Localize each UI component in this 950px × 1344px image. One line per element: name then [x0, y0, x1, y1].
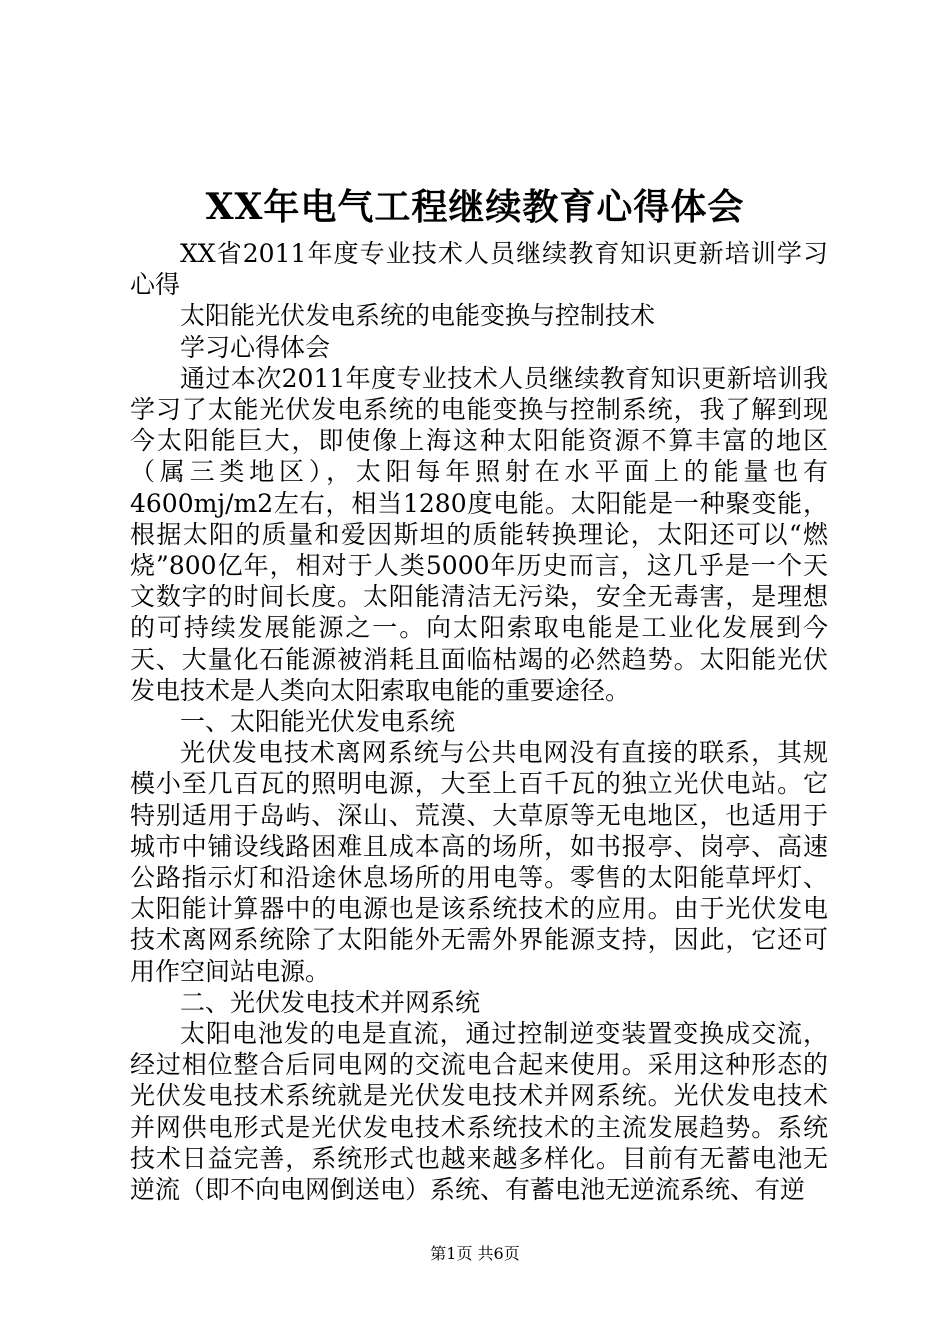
section-heading-1: 一、太阳能光伏发电系统 [180, 707, 456, 737]
paragraph-section-2: 太阳电池发的电是直流，通过控制逆变装置变换成交流，经过相位整合后同电网的交流电合起来使用。采用这种形态的光伏发电技术系统就是光伏发电技术并网系统。光伏发电技术并网供电形式是光伏发电技术系统技术的主流发展趋势。系统技术日益完善，系统形式也越来越多样化。目前有无蓄电池无逆流（即不向电网倒送电）系统、有蓄电池无逆流系统、有逆 [130, 1019, 828, 1205]
paragraph-intro: 通过本次2011年度专业技术人员继续教育知识更新培训我学习了太能光伏发电系统的电能变换与控制系统，我了解到现今太阳能巨大，即使像上海这种太阳能资源不算丰富的地区（属三类地区），太阳每年照射在水平面上的能量也有4600mj/m2左右，相当1280度电能。太阳能是一种聚变能，根据太阳的质量和爱因斯坦的质能转换理论，太阳还可以“燃烧”800亿年，相对于人类5000年历史而言，这几乎是一个天文数字的时间长度。太阳能清洁无污染，安全无毒害，是理想的可持续发展能源之一。向太阳索取电能是工业化发展到今天、大量化石能源被消耗且面临枯竭的必然趋势。太阳能光伏发电技术是人类向太阳索取电能的重要途径。 [130, 363, 828, 705]
page-number-footer: 第1页 共6页 [430, 1244, 520, 1263]
section-heading-2: 二、光伏发电技术并网系统 [180, 987, 481, 1017]
document-title: XX年电气工程继续教育心得体会 [205, 186, 745, 228]
paragraph-section-1: 光伏发电技术离网系统与公共电网没有直接的联系，其规模小至几百瓦的照明电源，大至上百千瓦的独立光伏电站。它特别适用于岛屿、深山、荒漠、大草原等无电地区，也适用于城市中铺设线路困难且成本高的场所，如书报亭、岗亭、高速公路指示灯和沿途休息场所的用电等。零售的太阳能草坪灯、太阳能计算器中的电源也是该系统技术的应用。由于光伏发电技术离网系统除了太阳能外无需外界能源支持，因此，它还可用作空间站电源。 [130, 738, 828, 986]
paragraph-heading: 学习心得体会 [180, 332, 331, 362]
document-body [130, 238, 828, 1205]
paragraph-topic: 太阳能光伏发电系统的电能变换与控制技术 [180, 301, 656, 331]
paragraph-subtitle: XX省2011年度专业技术人员继续教育知识更新培训学习心得 [130, 239, 828, 300]
